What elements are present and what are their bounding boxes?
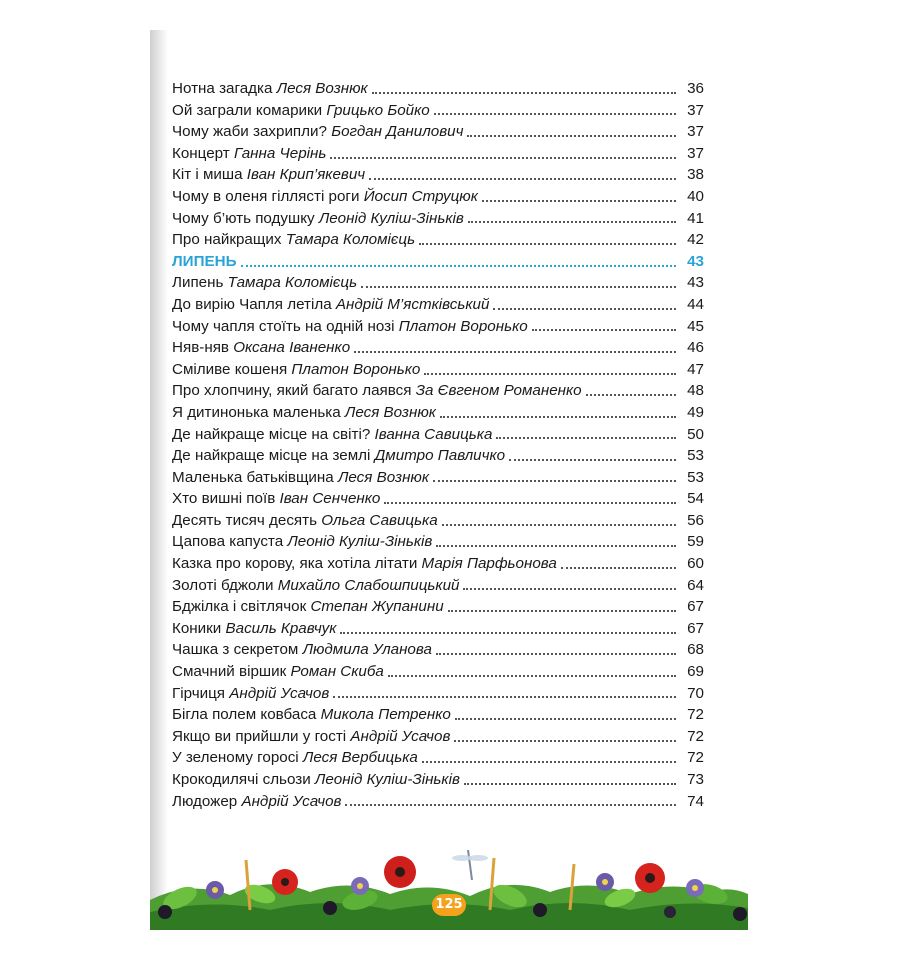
toc-entry-page: 54 [687, 490, 704, 508]
toc-entry-page: 48 [687, 382, 704, 400]
toc-entry-title: Про хлопчину, який багато лаявся [172, 382, 416, 400]
toc-entry [172, 143, 704, 165]
toc-entry-author: Роман Скиба [290, 663, 384, 681]
toc-entry-page: 64 [687, 576, 704, 594]
toc-entry-author: Дмитро Павличко [374, 447, 506, 465]
toc-entry-author: Леся Вознюк [337, 468, 430, 486]
toc-entry-author: Платон Воронько [398, 317, 528, 335]
toc-entry-text [172, 596, 444, 618]
toc-entry-author: Василь Кравчук [225, 619, 337, 637]
toc-entry-page: 37 [687, 144, 704, 162]
toc-entry-text [172, 683, 329, 705]
toc-entry-page: 40 [687, 187, 704, 205]
toc-entry-page: 68 [687, 641, 704, 659]
toc-leader-dots [496, 437, 676, 439]
toc-entry-author: Ганна Черінь [233, 144, 327, 162]
toc-entry-page: 50 [687, 425, 704, 443]
toc-entry [172, 424, 704, 446]
toc-entry-page: 59 [687, 533, 704, 551]
toc-entry-title: Я дитинонька маленька [172, 403, 345, 421]
toc-entry [172, 639, 704, 661]
toc-entry-text [172, 272, 357, 294]
toc-entry-page: 44 [687, 295, 704, 313]
toc-entry-title: У зеленому горосі [172, 749, 303, 767]
toc-entry-page: 45 [687, 317, 704, 335]
toc-entry-text [172, 251, 237, 273]
toc-entry-text [172, 769, 460, 791]
toc-entry-text [172, 747, 418, 769]
flowers-meadow-icon [150, 850, 748, 930]
toc-entry-author: Андрій М’ястківський [335, 295, 490, 313]
toc-leader-dots [372, 92, 676, 94]
toc-leader-dots [241, 265, 676, 267]
toc-entry-text [172, 164, 365, 186]
toc-entry-text [172, 704, 451, 726]
toc-leader-dots [467, 135, 676, 137]
toc-leader-dots [369, 178, 676, 180]
toc-leader-dots [561, 567, 676, 569]
toc-entry [172, 294, 704, 316]
toc-entry-author: Іванна Савицька [374, 425, 493, 443]
toc-entry-title: Крокодилячі сльози [172, 771, 315, 788]
toc-entry-title: Якщо ви прийшли у гості [172, 727, 351, 745]
toc-entry [172, 100, 704, 122]
toc-entry-author: Андрій Усачов [350, 727, 451, 745]
toc-entry-author: Леонід Куліш-Зіньків [287, 533, 433, 551]
toc-entry-title: ЛИПЕНЬ [172, 252, 237, 270]
page-number-badge: 125 [432, 894, 466, 916]
toc-leader-dots [433, 480, 676, 482]
toc-leader-dots [436, 545, 676, 547]
toc-entry [172, 164, 704, 186]
toc-leader-dots [330, 157, 676, 159]
toc-leader-dots [454, 740, 676, 742]
toc-entry-page: 70 [687, 684, 704, 702]
toc-leader-dots [493, 308, 676, 310]
toc-entry-author: Леся Вознюк [276, 80, 368, 97]
toc-leader-dots [361, 286, 676, 288]
toc-entry-title: До вирію Чапля летіла [172, 295, 336, 313]
toc-leader-dots [340, 632, 676, 634]
toc-entry-author: Грицько Бойко [326, 101, 430, 119]
toc-entry-author: Леся Вербицька [302, 749, 418, 767]
toc-entry-page: 72 [687, 706, 704, 724]
toc-entry-text [172, 791, 341, 813]
toc-entry-page: 72 [687, 749, 704, 767]
toc-entry-title: Нотна загадка [172, 80, 277, 97]
toc-leader-dots [436, 653, 676, 655]
toc-entry-author: Степан Жупанини [310, 598, 444, 616]
toc-entry-author: Ольга Савицька [321, 511, 438, 529]
toc-entry [172, 531, 704, 553]
toc-entry-page: 36 [687, 80, 704, 97]
toc-leader-dots [482, 200, 676, 202]
toc-entry-text [172, 208, 464, 230]
toc-entry-text [172, 121, 463, 143]
toc-entry-title: Ой заграли комарики [172, 101, 327, 119]
toc-leader-dots [422, 761, 676, 763]
toc-leader-dots [419, 243, 676, 245]
toc-entry-title: Казка про корову, яка хотіла літати [172, 555, 422, 573]
toc-leader-dots [586, 394, 676, 396]
toc-entry-author: Платон Воронько [291, 360, 421, 378]
toc-entry-text [172, 424, 492, 446]
toc-entry-author: Микола Петренко [320, 706, 451, 724]
toc-leader-dots [345, 804, 676, 806]
toc-entry-title: Чому жаби захрипли? [172, 123, 332, 141]
toc-entry-page: 47 [687, 360, 704, 378]
toc-entry-title: Чашка з секретом [172, 641, 303, 659]
toc-entry-text [172, 143, 326, 165]
toc-entry-text [172, 575, 459, 597]
toc-entry-author: Марія Парфьонова [421, 555, 557, 573]
toc-entry-author: Іван Сенченко [279, 490, 381, 508]
toc-entry-author: За Євгеном Романенко [415, 382, 582, 400]
toc-entry [172, 488, 704, 510]
toc-leader-dots [424, 373, 676, 375]
toc-entry [172, 791, 704, 813]
toc-leader-dots [442, 524, 676, 526]
toc-entry-text [172, 531, 432, 553]
toc-entry-text [172, 488, 380, 510]
footer-illustration [150, 850, 748, 930]
toc-entry [172, 747, 704, 769]
toc-entry [172, 359, 704, 381]
toc-entry-text [172, 618, 336, 640]
toc-entry-page: 53 [687, 468, 704, 486]
toc-entry-title: Чому чапля стоїть на одній нозі [172, 317, 399, 335]
toc-entry-page: 42 [687, 231, 704, 249]
toc-entry [172, 78, 704, 100]
toc-entry-page: 53 [687, 447, 704, 465]
toc-entry-title: Кіт і миша [172, 166, 247, 184]
toc-entry-title: Бігла полем ковбаса [172, 706, 321, 724]
toc-entry-author: Андрій Усачов [229, 684, 330, 702]
toc-entry-text [172, 553, 557, 575]
toc-entry [172, 467, 704, 489]
toc-entry-page: 43 [687, 274, 704, 292]
toc-entry-text [172, 294, 489, 316]
toc-entry-author: Іван Крип’якевич [246, 166, 366, 184]
toc-leader-dots [455, 718, 676, 720]
toc-entry-title: Смачний віршик [172, 663, 291, 681]
toc-entry-page: 67 [687, 598, 704, 616]
toc-entry-text [172, 510, 438, 532]
toc-entry-page: 56 [687, 511, 704, 529]
toc-entry-title: Чому в оленя гіллясті роги [172, 187, 364, 205]
toc-section-heading [172, 251, 704, 273]
toc-entry [172, 618, 704, 640]
toc-entry-page: 37 [687, 123, 704, 141]
toc-entry [172, 704, 704, 726]
toc-entry-page: 49 [687, 403, 704, 421]
toc-entry-text [172, 359, 420, 381]
toc-entry-title: Про найкращих [172, 231, 286, 249]
page-gutter-shadow [150, 30, 168, 930]
toc-entry-page: 74 [687, 792, 704, 810]
toc-entry-author: Леонід Куліш-Зіньків [318, 209, 464, 227]
toc-entry [172, 380, 704, 402]
toc-entry [172, 121, 704, 143]
toc-entry-page: 60 [687, 555, 704, 573]
toc-entry-author: Богдан Данилович [331, 123, 464, 141]
toc-entry-author: Андрій Усачов [241, 792, 342, 810]
toc-entry-text [172, 639, 432, 661]
toc-entry-text [172, 661, 384, 683]
toc-entry-page: 43 [687, 252, 704, 270]
toc-entry-text [172, 316, 528, 338]
toc-entry-author: Тамара Коломієць [285, 231, 416, 249]
toc-entry-author: Людмила Уланова [302, 641, 432, 659]
toc-entry-title: Гірчиця [172, 684, 230, 702]
toc-entry-page: 41 [687, 209, 704, 227]
toc-entry-title: Де найкраще місце на світі? [172, 425, 375, 443]
toc-entry-text [172, 467, 429, 489]
toc-entry-text [172, 726, 450, 748]
toc-entry [172, 596, 704, 618]
toc-entry [172, 769, 704, 791]
toc-entry [172, 575, 704, 597]
toc-entry-title: Хто вишні поїв [172, 490, 280, 508]
toc-entry-page: 69 [687, 663, 704, 681]
toc-entry [172, 510, 704, 532]
toc-entry-author: Оксана Іваненко [233, 339, 351, 357]
toc-entry-page: 73 [687, 771, 704, 788]
toc-entry [172, 229, 704, 251]
toc-entry-title: Липень [172, 274, 228, 292]
toc-entry-title: Людожер [172, 792, 242, 810]
toc-entry-text [172, 402, 436, 424]
toc-entry-text [172, 186, 478, 208]
toc-leader-dots [532, 329, 676, 331]
toc-leader-dots [434, 113, 676, 115]
toc-entry [172, 726, 704, 748]
toc-entry-page: 46 [687, 339, 704, 357]
toc-leader-dots [464, 783, 676, 785]
toc-entry [172, 316, 704, 338]
table-of-contents [172, 78, 704, 812]
toc-entry-text [172, 100, 430, 122]
toc-entry [172, 661, 704, 683]
toc-entry-title: Маленька батьківщина [172, 468, 338, 486]
toc-entry [172, 337, 704, 359]
toc-entry-title: Няв-няв [172, 339, 234, 357]
toc-leader-dots [440, 416, 676, 418]
toc-entry-title: Чому б’ють подушку [172, 209, 319, 227]
toc-entry [172, 272, 704, 294]
toc-entry-page: 72 [687, 727, 704, 745]
toc-entry-text [172, 78, 368, 100]
toc-entry [172, 402, 704, 424]
toc-entry-title: Концерт [172, 144, 234, 162]
toc-leader-dots [354, 351, 676, 353]
toc-entry-page: 38 [687, 166, 704, 184]
toc-entry [172, 683, 704, 705]
toc-entry-title: Сміливе кошеня [172, 360, 292, 378]
toc-entry-page: 67 [687, 619, 704, 637]
toc-entry-author: Тамара Коломієць [227, 274, 358, 292]
toc-entry [172, 208, 704, 230]
toc-entry [172, 186, 704, 208]
toc-entry-text [172, 445, 505, 467]
toc-entry-title: Де найкраще місце на землі [172, 447, 375, 465]
toc-entry-author: Йосип Струцюк [363, 187, 478, 205]
toc-leader-dots [384, 502, 676, 504]
toc-entry [172, 445, 704, 467]
toc-entry-title: Золоті бджоли [172, 576, 278, 594]
toc-entry-title: Коники [172, 619, 226, 637]
toc-entry [172, 553, 704, 575]
toc-entry-author: Леонід Куліш-Зіньків [314, 771, 460, 788]
toc-entry-title: Бджілка і світлячок [172, 598, 311, 616]
toc-entry-title: Цапова капуста [172, 533, 288, 551]
toc-leader-dots [463, 588, 676, 590]
toc-leader-dots [333, 696, 676, 698]
toc-entry-text [172, 380, 582, 402]
toc-entry-text [172, 229, 415, 251]
toc-entry-text [172, 337, 350, 359]
toc-entry-author: Леся Вознюк [344, 403, 436, 421]
toc-leader-dots [448, 610, 676, 612]
toc-leader-dots [509, 459, 676, 461]
toc-entry-title: Десять тисяч десять [172, 511, 322, 529]
toc-entry-page: 37 [687, 101, 704, 119]
toc-leader-dots [468, 221, 676, 223]
toc-entry-author: Михайло Слабошпицький [277, 576, 460, 594]
toc-leader-dots [388, 675, 676, 677]
